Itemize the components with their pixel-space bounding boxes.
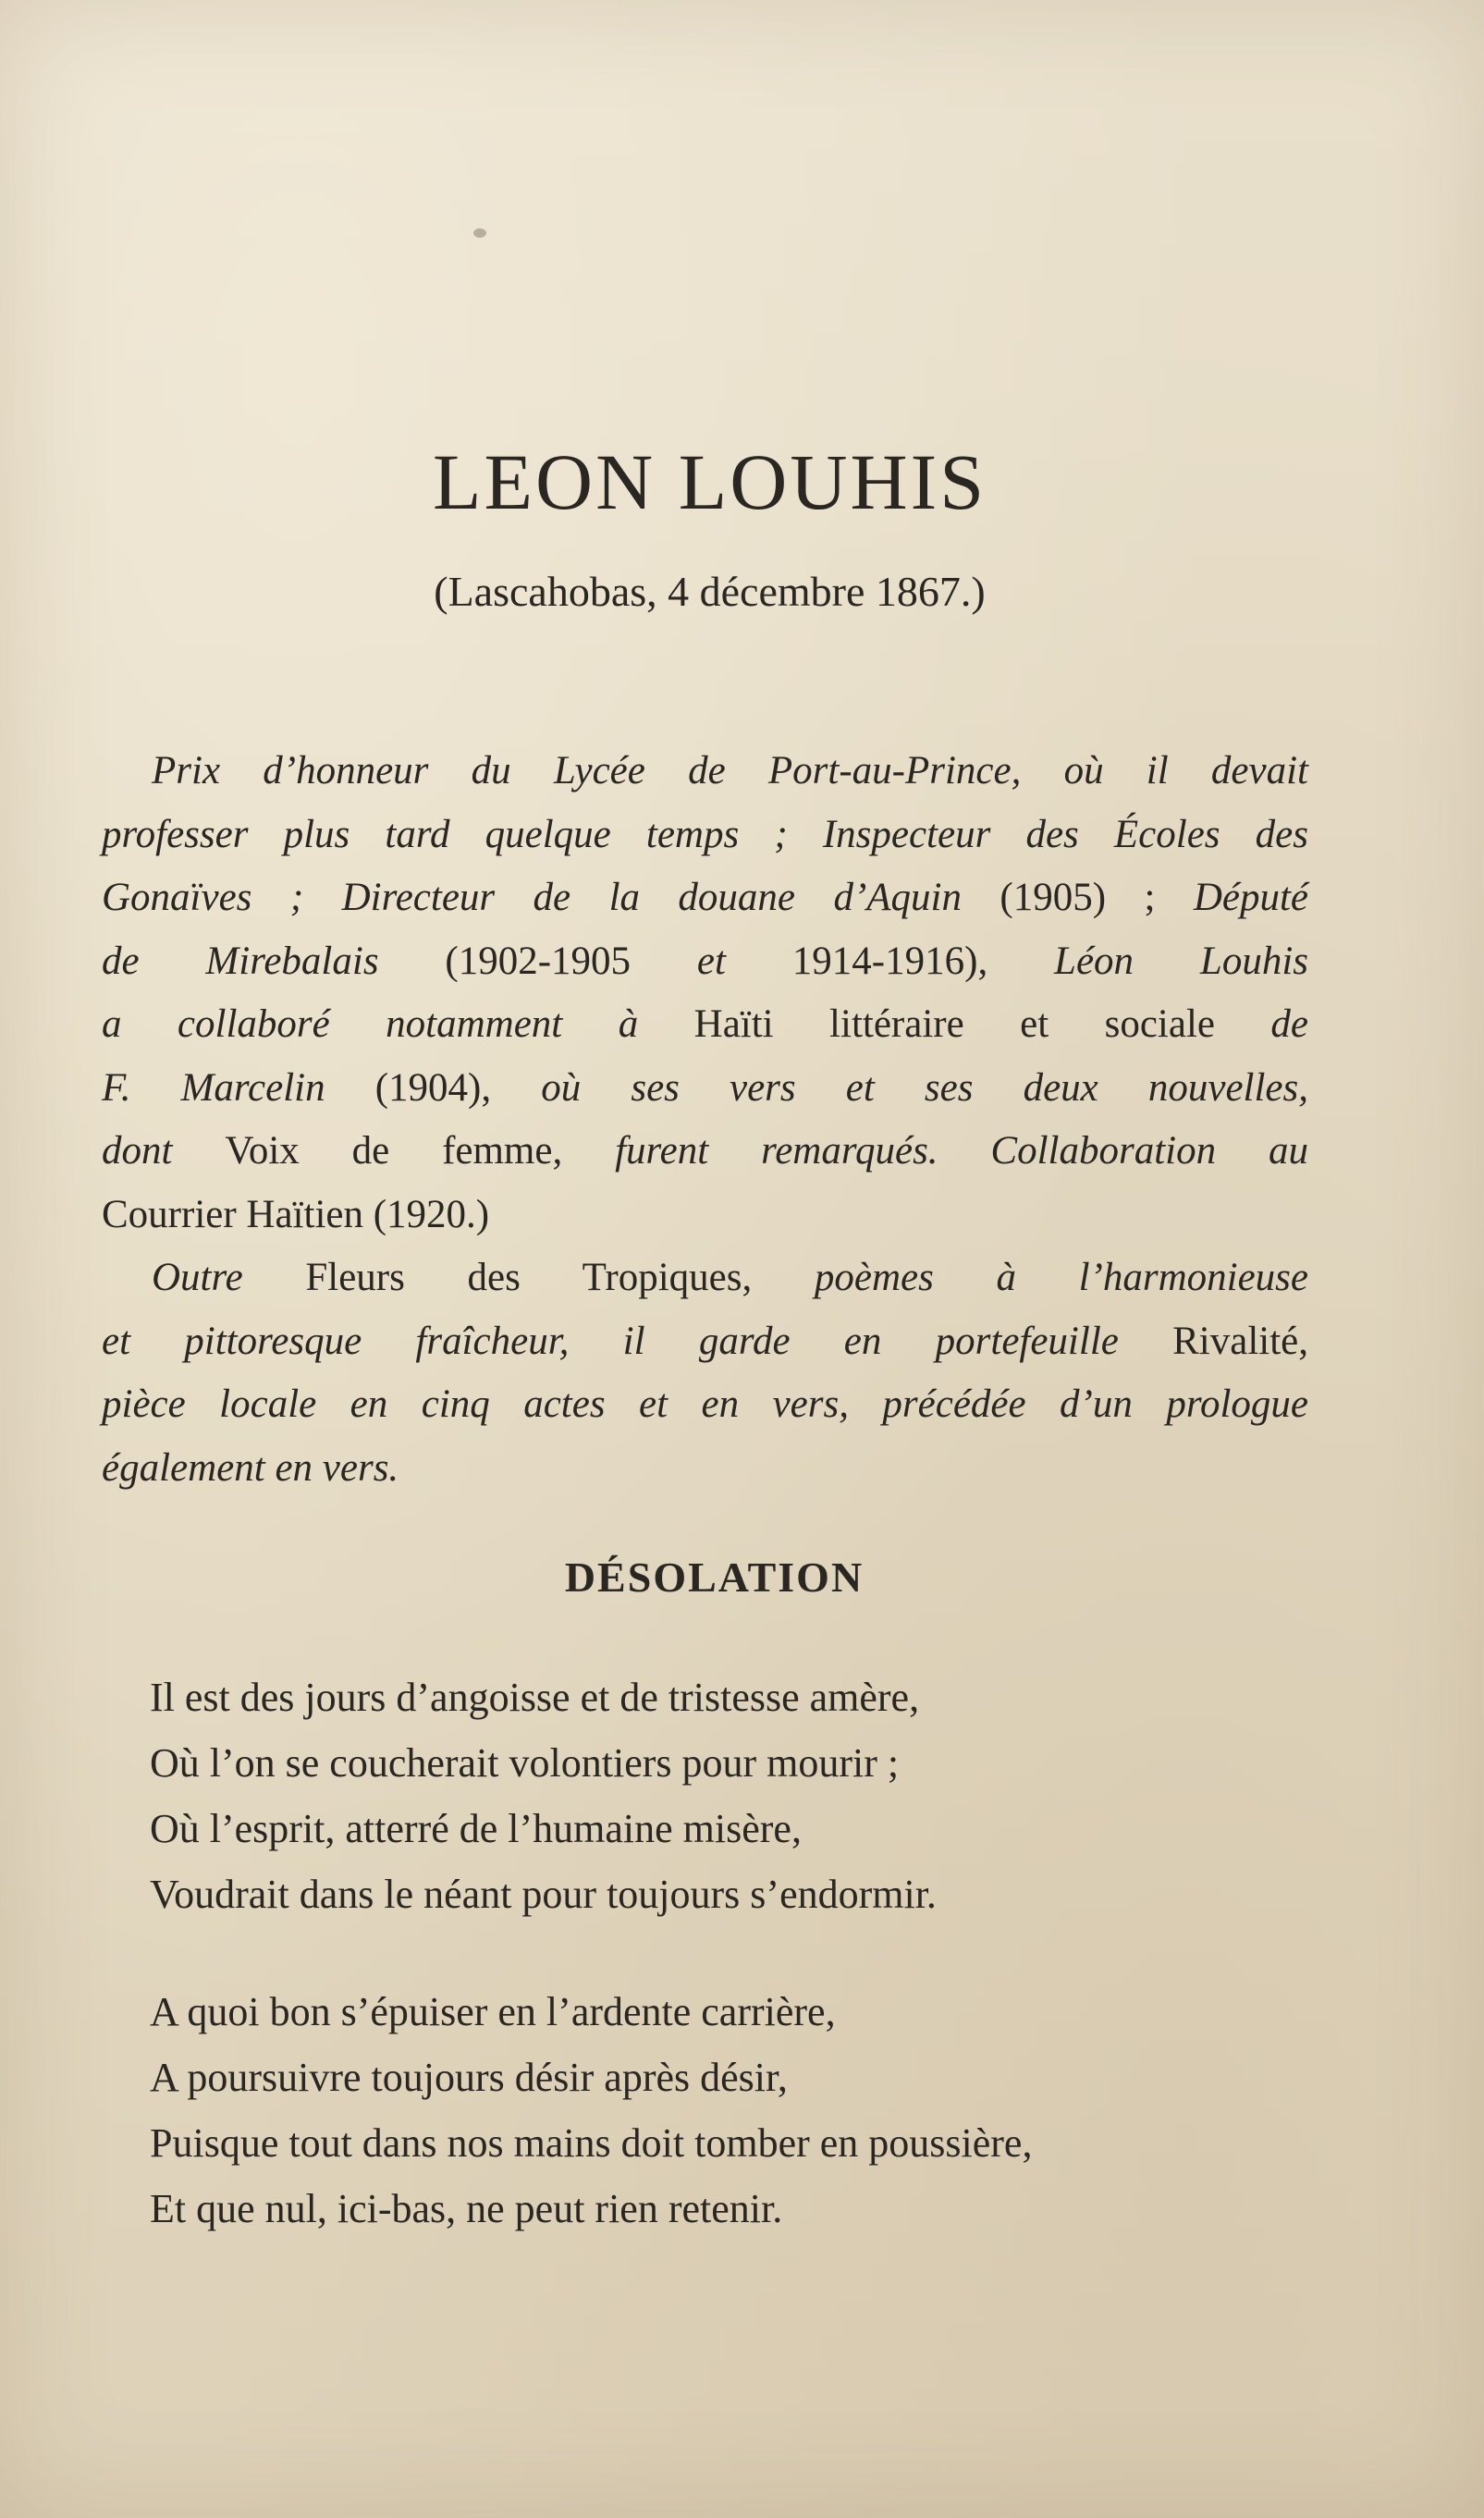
bio-line: également en vers.	[102, 1445, 399, 1490]
poem-line: Il est des jours d’angoisse et de tristesse amère,	[150, 1675, 920, 1720]
bio-line: de Mirebalais (1902-1905 et 1914-1916), Léon Louhis	[102, 939, 1308, 983]
poem-line: Voudrait dans le néant pour toujours s’endormir.	[150, 1872, 937, 1917]
bio-line: Gonaïves ; Directeur de la douane d’Aquin (1905) ; Député	[102, 876, 1309, 919]
poem-line: Où l’esprit, atterré de l’humaine misère,	[150, 1806, 802, 1851]
bio-line: a collaboré notamment à Haïti littéraire et sociale de	[102, 1002, 1309, 1046]
bio-line: Courrier Haïtien (1920.)	[102, 1192, 490, 1236]
birth-info: (Lascahobas, 4 décembre 1867.)	[434, 568, 986, 615]
bio-line: et pittoresque fraîcheur, il garde en portefeuille Rivalité,	[102, 1319, 1308, 1363]
bio-line: pièce locale en cinq actes et en vers, précédée d’un prologue	[102, 1382, 1308, 1426]
poem-line: Et que nul, ici-bas, ne peut rien retenir.	[150, 2186, 783, 2231]
poem-title: DÉSOLATION	[564, 1554, 865, 1601]
poem-stanza	[150, 1979, 1315, 2242]
bio-line: dont Voix de femme, furent remarqués. Collaboration au	[102, 1129, 1308, 1173]
poem-line: Où l’on se coucherait volontiers pour mourir ;	[150, 1740, 900, 1786]
poem-line: A poursuivre toujours désir après désir,	[150, 2055, 788, 2100]
biography	[102, 740, 1308, 1500]
author-name: LEON LOUHIS	[432, 437, 987, 526]
ink-speck	[473, 228, 486, 238]
poem-line: A quoi bon s’épuiser en l’ardente carrière,	[150, 1989, 836, 2034]
bio-line: Outre Fleurs des Tropiques, poèmes à l’harmonieuse	[152, 1256, 1308, 1299]
poem-stanza	[150, 1664, 1315, 1927]
bio-line: professer plus tard quelque temps ; Inspecteur des Écoles des	[102, 812, 1308, 856]
poem-line: Puisque tout dans nos mains doit tomber en poussière,	[150, 2120, 1033, 2166]
bio-line: Prix d’honneur du Lycée de Port-au-Prince, où il devait	[152, 749, 1308, 792]
bio-line: F. Marcelin (1904), où ses vers et ses deux nouvelles,	[102, 1065, 1308, 1110]
